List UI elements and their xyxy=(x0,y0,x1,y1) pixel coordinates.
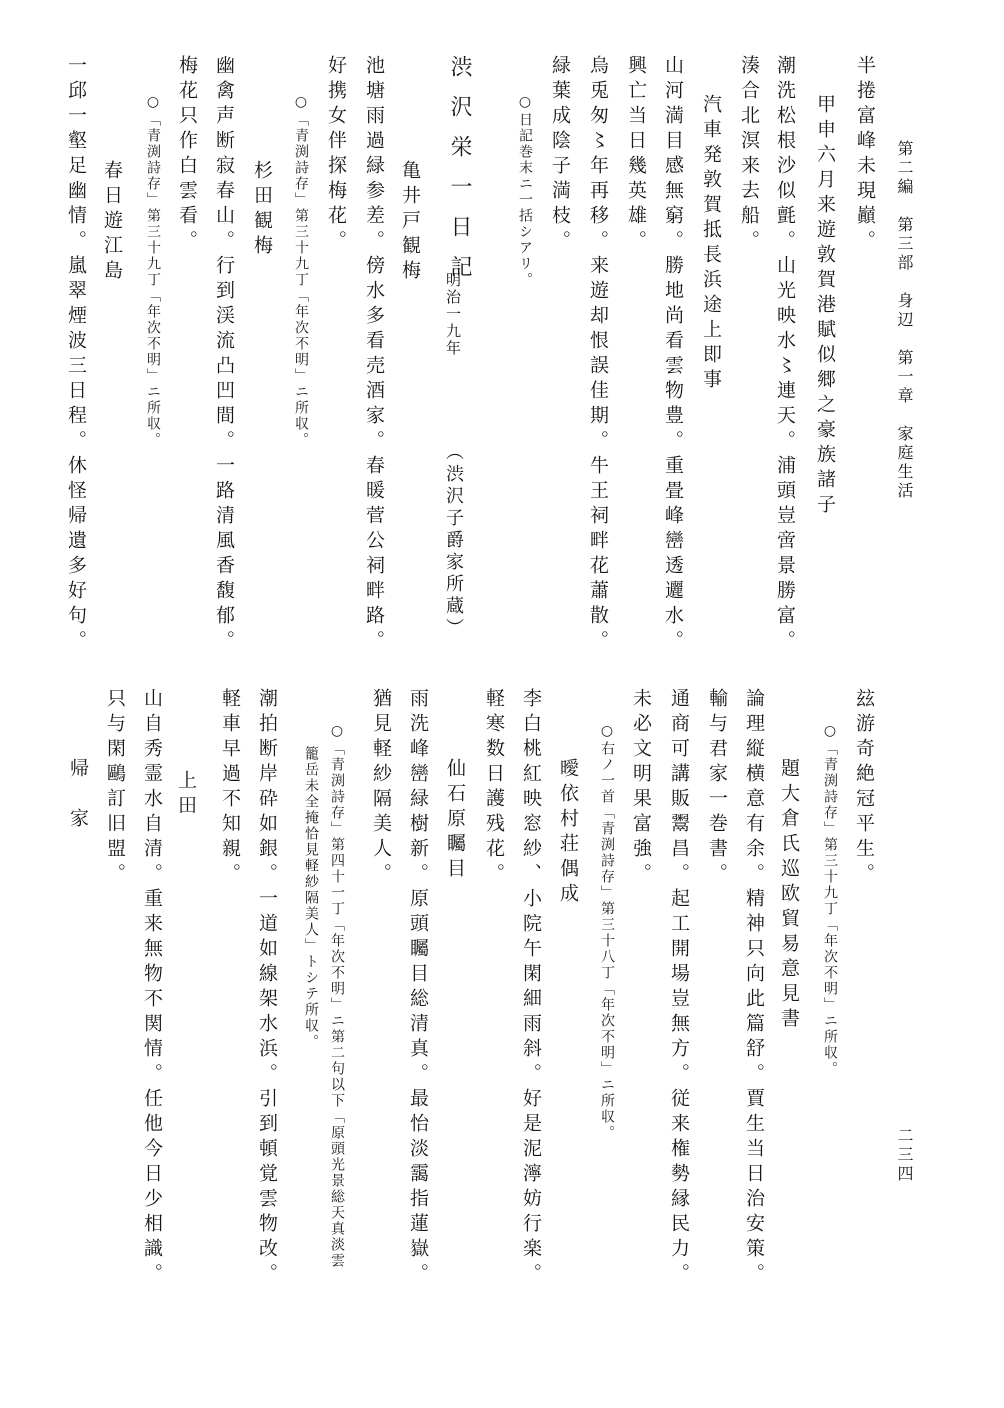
poem-line: 只与閑鷗訂旧盟。 xyxy=(104,688,126,888)
poem-line: 好携女伴探梅花。 xyxy=(325,55,347,255)
section-title: 渋沢栄一日記 xyxy=(447,55,472,295)
poem-line: 論理縦横意有余。精神只向此篇舒。賈生当日治安策。 xyxy=(743,688,765,1288)
poem-line: 通商可講販鬻昌。起工開場豈無方。従来権勢縁民力。 xyxy=(668,688,690,1288)
source-note: ○「青渕詩存」第三十九丁「年次不明」ニ所収。 xyxy=(145,94,161,448)
poem-line: 山河満目感無窮。勝地尚看雲物豊。重畳峰巒透邐水。 xyxy=(662,55,684,655)
poem-heading: 春日遊江島 xyxy=(101,160,123,285)
poem-line: 玆游奇絶冠平生。 xyxy=(853,688,875,888)
poem-heading: 仙石原矚目 xyxy=(444,758,466,883)
poem-heading: 題大倉氏巡欧貿易意見書 xyxy=(778,758,800,1033)
running-header: 第二編 第三部 身辺 第一章 家庭生活 xyxy=(895,140,914,501)
poem-line: 軽寒数日護残花。 xyxy=(483,688,505,888)
poem-heading: 上田 xyxy=(175,770,197,820)
poem-heading: 甲申六月来遊敦賀港賦似郷之豪族諸子 xyxy=(814,94,836,519)
poem-line: 半捲富峰未現巓。 xyxy=(854,55,876,255)
poem-line: 猶見軽紗隔美人。 xyxy=(370,688,392,888)
poem-line: 軽車早過不知親。 xyxy=(219,688,241,888)
poem-heading: 亀井戸観梅 xyxy=(399,160,421,285)
poem-line: 烏兎匆〻年再移。来遊却恨誤佳期。牛王祠畔花蕭散。 xyxy=(587,55,609,655)
source-note: ○「青渕詩存」第四十一丁「年次不明」ニ第二句以下「原頭光景総天真淡雲 xyxy=(329,723,345,1269)
poem-line: 雨洗峰巒緑樹新。原頭矚目総清真。最怡淡靄指蓮嶽。 xyxy=(407,688,429,1288)
poem-line: 池塘雨過緑参差。傍水多看売酒家。春暖菅公祠畔路。 xyxy=(363,55,385,655)
poem-line: 潮拍断岸砕如銀。一道如線架水浜。引到頓覚雲物改。 xyxy=(256,688,278,1288)
poem-heading: 杉田観梅 xyxy=(251,160,273,260)
section-source: （渋沢子爵家所蔵） xyxy=(443,442,464,640)
poem-line: 幽禽声断寂春山。行到渓流凸凹間。一路清風香馥郁。 xyxy=(213,55,235,655)
source-note: ○「青渕詩存」第三十九丁「年次不明」ニ所収。 xyxy=(822,723,838,1077)
source-note: ○日記巻末ニ一括シアリ。 xyxy=(517,94,533,288)
poem-line: 山自秀霊水自清。重来無物不関情。任他今日少相識。 xyxy=(141,688,163,1288)
poem-line: 緑葉成陰子満枝。 xyxy=(549,55,571,255)
poem-heading: 帰 家 xyxy=(67,758,89,833)
poem-line: 輸与君家一巻書。 xyxy=(706,688,728,888)
poem-line: 未必文明果富強。 xyxy=(630,688,652,888)
source-note: 籠岳未全掩恰見軽紗隔美人」トシテ所収。 xyxy=(303,746,319,1050)
source-note: ○右ノ一首「青渕詩存」第三十八丁「年次不明」ニ所収。 xyxy=(599,723,615,1141)
poem-line: 湊合北溟来去船。 xyxy=(738,55,760,255)
poem-heading: 汽車発敦賀抵長浜途上即事 xyxy=(700,94,722,394)
source-note: ○「青渕詩存」第三十九丁「年次不明」ニ所収。 xyxy=(293,94,309,448)
poem-heading: 曖依村荘偶成 xyxy=(557,758,579,908)
poem-line: 興亡当日幾英雄。 xyxy=(625,55,647,255)
poem-line: 梅花只作白雲看。 xyxy=(176,55,198,255)
page-number: 二三四 xyxy=(895,1127,914,1184)
poem-line: 李白桃紅映窓紗、小院午閑細雨斜。好是泥濘妨行楽。 xyxy=(520,688,542,1288)
section-date: 明治一九年 xyxy=(444,272,462,357)
poem-line: 潮洗松根沙似氈。山光映水〻連天。浦頭豈啻景勝富。 xyxy=(774,55,796,655)
poem-line: 一邱一壑足幽情。嵐翠煙波三日程。休怪帰遺多好句。 xyxy=(65,55,87,655)
